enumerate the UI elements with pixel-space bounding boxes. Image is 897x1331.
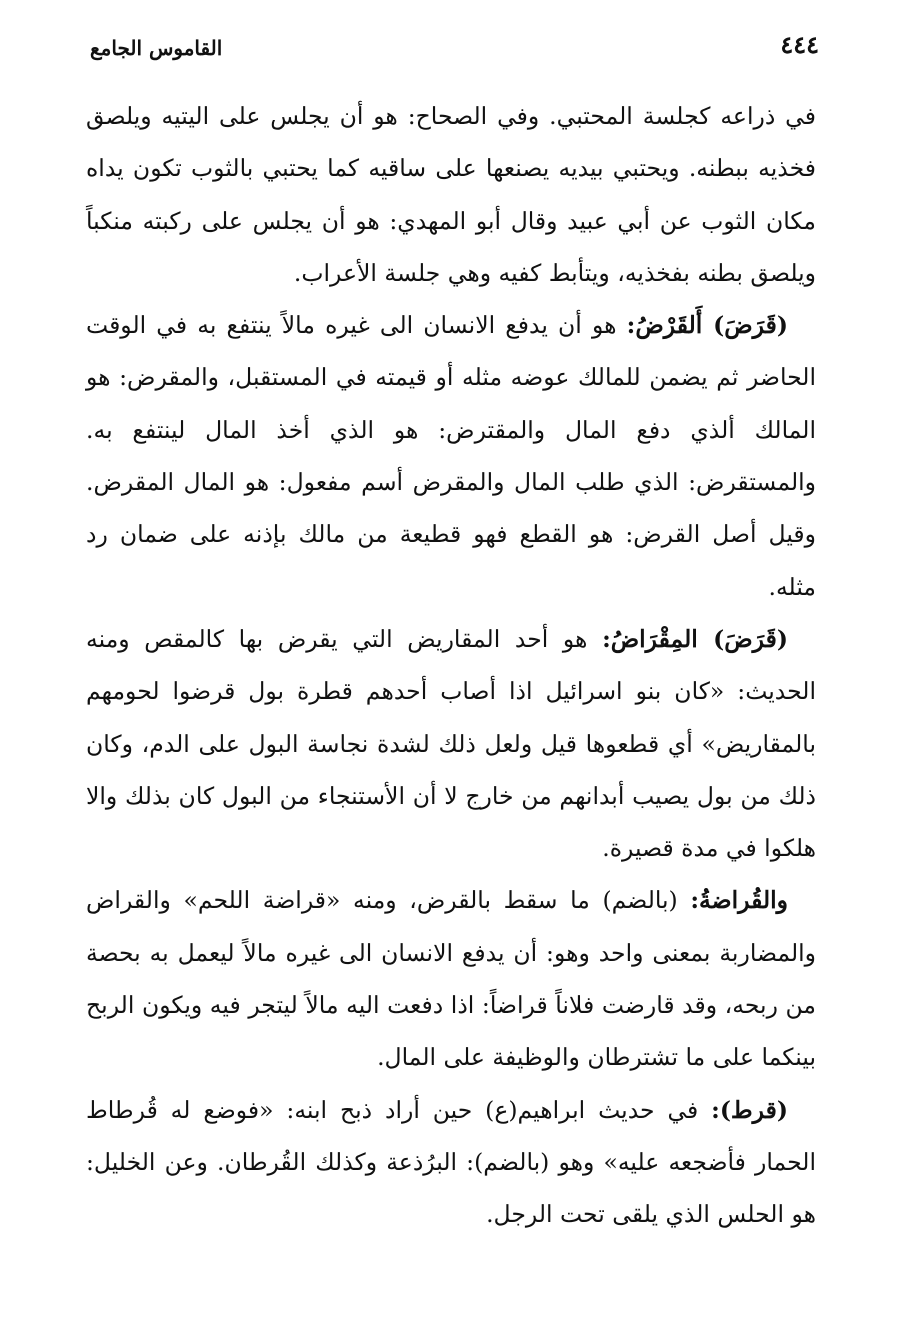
entry-headword: (قَرَضَ) المِقْرَاضُ:	[602, 624, 788, 653]
entry-headword: والقُراضةُ:	[690, 886, 788, 915]
entry-qard	[86, 299, 816, 613]
entry-definition: (بالضم) ما سقط بالقرض، ومنه «قراضة اللحم» والقراض والمضاربة بمعنى واحد وهو: أن يدفع الانسان الى غيره مالاً ليعمل به بحصة من ربحه، وقد قارضت فلاناً قراضاً: اذا دفعت اليه مالاً ليتجر فيه ويكون الربح بينكما على ما تشترطان والوظيفة على المال.	[86, 886, 816, 1072]
paragraph-text: في ذراعه كجلسة المحتبي. وفي الصحاح: هو أن يجلس على اليتيه ويلصق فخذيه ببطنه. ويحتبي بيديه يصنعها على ساقيه كما يحتبي بالثوب تكون يداه مكان الثوب عن أبي عبيد وقال أبو المهدي: هو أن يجلس على ركبته منكباً ويلصق بطنه بفخذيه، ويتأبط كفيه وهي جلسة الأعراب.	[86, 102, 816, 287]
entry-miqrad	[86, 613, 816, 874]
entry-definition: في حديث ابراهيم(ع) حين أراد ذبح ابنه: «فوضع له قُرطاط الحمار فأضجعه عليه» وهو (بالضم): البرُذعة وكذلك القُرطان. وعن الخليل: هو الحلس الذي يلقى تحت الرجل.	[86, 1095, 816, 1229]
entry-qurada	[86, 874, 816, 1083]
entry-definition: هو أحد المقاريض التي يقرض بها كالمقص ومنه الحديث: «كان بنو اسرائيل اذا أصاب أحدهم قطرة بول قرضوا لحومهم بالمقاريض» أي قطعوها قيل ولعل ذلك لشدة نجاسة البول على الدم، وكان ذلك من بول يصيب أبدانهم من خارج لا أن الأستنجاء من البول كان بذلك والا هلكوا في مدة قصيرة.	[86, 624, 816, 863]
page-number: ٤٤٤	[780, 30, 819, 59]
entry-headword: (قَرَضَ) أَلقَرْضُ:	[626, 311, 788, 340]
dictionary-body	[86, 90, 816, 1241]
entry-headword: (قرط):	[711, 1095, 788, 1124]
running-title: القاموس الجامع	[90, 36, 223, 60]
paragraph-continuation	[86, 90, 816, 299]
page-header	[90, 30, 819, 70]
entry-definition: هو أن يدفع الانسان الى غيره مالاً ينتفع به في الوقت الحاضر ثم يضمن للمالك عوضه مثله أو قيمته في المستقبل، والمقرض: هو المالك ألذي دفع المال والمقترض: هو الذي أخذ المال لينتفع به. والمستقرض: الذي طلب المال والمقرض أسم مفعول: هو المال المقرض. وقيل أصل القرض: هو القطع فهو قطيعة من مالك بإذنه على ضمان رد مثله.	[86, 311, 816, 601]
entry-qurt	[86, 1084, 816, 1241]
